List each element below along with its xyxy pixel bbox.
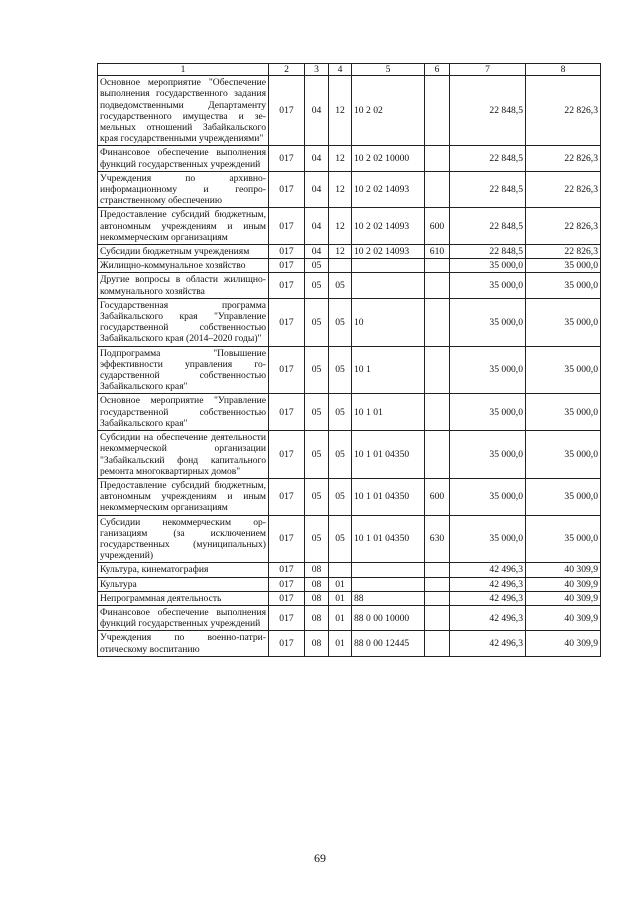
table-row — [98, 431, 601, 479]
target-article-cell — [352, 259, 425, 273]
subsection-code-cell: 01 — [329, 577, 352, 591]
admin-code-cell: 017 — [269, 577, 305, 591]
amount-year-2-cell: 35 000,0 — [526, 394, 601, 431]
target-article-cell: 10 — [352, 298, 425, 346]
row-name-cell: Субсидии бюджетным учреждениям — [98, 245, 269, 259]
expense-type-cell — [425, 431, 450, 479]
subsection-code-cell: 05 — [329, 478, 352, 515]
amount-year-2-cell: 35 000,0 — [526, 298, 601, 346]
subsection-code-cell: 12 — [329, 245, 352, 259]
column-header-3: 3 — [305, 64, 329, 76]
expense-type-cell — [425, 591, 450, 605]
amount-year-2-cell: 22 826,3 — [526, 76, 601, 146]
target-article-cell: 10 1 01 — [352, 394, 425, 431]
subsection-code-cell: 05 — [329, 346, 352, 394]
amount-year-1-cell: 35 000,0 — [450, 298, 526, 346]
budget-table — [97, 63, 601, 657]
admin-code-cell: 017 — [269, 515, 305, 563]
row-name-cell: Субсидии на обеспечение деятельности некоммерческой организации "Забайкальский фонд капитального ремонта многоквартирных домов" — [98, 431, 269, 479]
column-header-2: 2 — [269, 64, 305, 76]
target-article-cell: 88 — [352, 591, 425, 605]
column-header-7: 7 — [450, 64, 526, 76]
subsection-code-cell: 01 — [329, 631, 352, 656]
table-row — [98, 478, 601, 515]
column-header-5: 5 — [352, 64, 425, 76]
table-row — [98, 346, 601, 394]
subsection-code-cell — [329, 259, 352, 273]
table-row — [98, 208, 601, 245]
amount-year-2-cell: 35 000,0 — [526, 431, 601, 479]
section-code-cell: 05 — [305, 273, 329, 298]
section-code-cell: 05 — [305, 431, 329, 479]
row-name-cell: Учреждения по архивно-информационному и геопространственному обеспечению — [98, 171, 269, 208]
expense-type-cell — [425, 631, 450, 656]
expense-type-cell — [425, 605, 450, 630]
target-article-cell: 10 1 01 04350 — [352, 431, 425, 479]
subsection-code-cell: 05 — [329, 431, 352, 479]
amount-year-1-cell: 42 496,3 — [450, 563, 526, 577]
admin-code-cell: 017 — [269, 273, 305, 298]
admin-code-cell: 017 — [269, 76, 305, 146]
admin-code-cell: 017 — [269, 208, 305, 245]
target-article-cell — [352, 273, 425, 298]
amount-year-1-cell: 35 000,0 — [450, 515, 526, 563]
row-name-cell: Подпрограмма "Повышение эффективности управления государственной собственностью Забайкальского края" — [98, 346, 269, 394]
target-article-cell: 10 2 02 14093 — [352, 171, 425, 208]
expense-type-cell — [425, 298, 450, 346]
table-row — [98, 171, 601, 208]
expense-type-cell — [425, 259, 450, 273]
table-row — [98, 577, 601, 591]
target-article-cell: 10 2 02 — [352, 76, 425, 146]
column-header-8: 8 — [526, 64, 601, 76]
table-row — [98, 563, 601, 577]
row-name-cell: Основное мероприятие "Управление государственной собственностью Забайкальского края" — [98, 394, 269, 431]
admin-code-cell: 017 — [269, 245, 305, 259]
header-row — [98, 64, 601, 76]
section-code-cell: 04 — [305, 171, 329, 208]
table-row — [98, 298, 601, 346]
section-code-cell: 05 — [305, 346, 329, 394]
amount-year-1-cell: 22 848,5 — [450, 245, 526, 259]
amount-year-2-cell: 40 309,9 — [526, 591, 601, 605]
amount-year-2-cell: 35 000,0 — [526, 273, 601, 298]
amount-year-1-cell: 22 848,5 — [450, 171, 526, 208]
expense-type-cell: 600 — [425, 478, 450, 515]
row-name-cell: Предоставление субсидий бюджетным, автономным учреждениям и иным некоммерческим организациям — [98, 208, 269, 245]
subsection-code-cell — [329, 563, 352, 577]
row-name-cell: Государственная программа Забайкальского края "Управление государственной собственностью Забайкальского края (2014–2020 годы)" — [98, 298, 269, 346]
page-number: 69 — [314, 851, 326, 865]
column-header-4: 4 — [329, 64, 352, 76]
row-name-cell: Основное мероприятие "Обеспечение выполнения государственного задания подведомственными Департаменту государственного имущества и земельных отношений Забайкальского края государственными учреждениями" — [98, 76, 269, 146]
table-row — [98, 605, 601, 630]
table-row — [98, 591, 601, 605]
subsection-code-cell: 12 — [329, 171, 352, 208]
admin-code-cell: 017 — [269, 259, 305, 273]
row-name-cell: Жилищно-коммунальное хозяйство — [98, 259, 269, 273]
target-article-cell: 10 2 02 14093 — [352, 208, 425, 245]
amount-year-1-cell: 42 496,3 — [450, 591, 526, 605]
table-row — [98, 76, 601, 146]
expense-type-cell — [425, 577, 450, 591]
admin-code-cell: 017 — [269, 605, 305, 630]
table-row — [98, 146, 601, 171]
target-article-cell: 10 2 02 14093 — [352, 245, 425, 259]
subsection-code-cell: 01 — [329, 605, 352, 630]
row-name-cell: Другие вопросы в области жилищно-коммунального хозяйства — [98, 273, 269, 298]
amount-year-2-cell: 22 826,3 — [526, 171, 601, 208]
table-row — [98, 394, 601, 431]
table-body — [98, 76, 601, 657]
subsection-code-cell: 12 — [329, 146, 352, 171]
amount-year-1-cell: 35 000,0 — [450, 273, 526, 298]
subsection-code-cell: 05 — [329, 273, 352, 298]
row-name-cell: Культура — [98, 577, 269, 591]
subsection-code-cell: 12 — [329, 76, 352, 146]
admin-code-cell: 017 — [269, 171, 305, 208]
section-code-cell: 04 — [305, 245, 329, 259]
subsection-code-cell: 12 — [329, 208, 352, 245]
expense-type-cell — [425, 394, 450, 431]
section-code-cell: 08 — [305, 631, 329, 656]
admin-code-cell: 017 — [269, 298, 305, 346]
amount-year-2-cell: 40 309,9 — [526, 605, 601, 630]
amount-year-2-cell: 22 826,3 — [526, 146, 601, 171]
subsection-code-cell: 05 — [329, 394, 352, 431]
section-code-cell: 04 — [305, 208, 329, 245]
amount-year-1-cell: 22 848,5 — [450, 146, 526, 171]
amount-year-1-cell: 42 496,3 — [450, 605, 526, 630]
row-name-cell: Финансовое обеспечение выполнения функций государственных учреждений — [98, 146, 269, 171]
column-header-6: 6 — [425, 64, 450, 76]
amount-year-1-cell: 35 000,0 — [450, 259, 526, 273]
subsection-code-cell: 05 — [329, 515, 352, 563]
amount-year-1-cell: 22 848,5 — [450, 208, 526, 245]
section-code-cell: 04 — [305, 76, 329, 146]
section-code-cell: 05 — [305, 478, 329, 515]
expense-type-cell — [425, 146, 450, 171]
amount-year-2-cell: 40 309,9 — [526, 563, 601, 577]
admin-code-cell: 017 — [269, 346, 305, 394]
subsection-code-cell: 05 — [329, 298, 352, 346]
column-header-1: 1 — [98, 64, 269, 76]
amount-year-1-cell: 35 000,0 — [450, 394, 526, 431]
row-name-cell: Субсидии некоммерческим организациям (за исключением государственных (муниципальных) учреждений) — [98, 515, 269, 563]
target-article-cell: 10 2 02 10000 — [352, 146, 425, 171]
table-row — [98, 631, 601, 656]
amount-year-2-cell: 35 000,0 — [526, 346, 601, 394]
expense-type-cell: 610 — [425, 245, 450, 259]
row-name-cell: Учреждения по военно-патриотическому воспитанию — [98, 631, 269, 656]
row-name-cell: Предоставление субсидий бюджетным, автономным учреждениям и иным некоммерческим организациям — [98, 478, 269, 515]
table-row — [98, 245, 601, 259]
row-name-cell: Финансовое обеспечение выполнения функций государственных учреждений — [98, 605, 269, 630]
target-article-cell: 10 1 01 04350 — [352, 515, 425, 563]
section-code-cell: 08 — [305, 605, 329, 630]
amount-year-1-cell: 42 496,3 — [450, 631, 526, 656]
amount-year-1-cell: 35 000,0 — [450, 346, 526, 394]
amount-year-1-cell: 22 848,5 — [450, 76, 526, 146]
target-article-cell — [352, 563, 425, 577]
target-article-cell — [352, 577, 425, 591]
admin-code-cell: 017 — [269, 394, 305, 431]
section-code-cell: 08 — [305, 563, 329, 577]
table-row — [98, 259, 601, 273]
section-code-cell: 08 — [305, 591, 329, 605]
expense-type-cell — [425, 171, 450, 208]
section-code-cell: 08 — [305, 577, 329, 591]
expense-type-cell — [425, 563, 450, 577]
amount-year-1-cell: 35 000,0 — [450, 478, 526, 515]
target-article-cell: 88 0 00 10000 — [352, 605, 425, 630]
expense-type-cell: 600 — [425, 208, 450, 245]
amount-year-2-cell: 40 309,9 — [526, 631, 601, 656]
section-code-cell: 05 — [305, 394, 329, 431]
amount-year-2-cell: 40 309,9 — [526, 577, 601, 591]
admin-code-cell: 017 — [269, 591, 305, 605]
expense-type-cell — [425, 76, 450, 146]
section-code-cell: 04 — [305, 146, 329, 171]
amount-year-2-cell: 35 000,0 — [526, 515, 601, 563]
table-row — [98, 515, 601, 563]
subsection-code-cell: 01 — [329, 591, 352, 605]
amount-year-2-cell: 35 000,0 — [526, 259, 601, 273]
row-name-cell: Культура, кинематография — [98, 563, 269, 577]
expense-type-cell — [425, 273, 450, 298]
section-code-cell: 05 — [305, 259, 329, 273]
amount-year-2-cell: 22 826,3 — [526, 245, 601, 259]
admin-code-cell: 017 — [269, 431, 305, 479]
admin-code-cell: 017 — [269, 631, 305, 656]
section-code-cell: 05 — [305, 515, 329, 563]
expense-type-cell: 630 — [425, 515, 450, 563]
amount-year-1-cell: 35 000,0 — [450, 431, 526, 479]
admin-code-cell: 017 — [269, 146, 305, 171]
target-article-cell: 10 1 01 04350 — [352, 478, 425, 515]
amount-year-1-cell: 42 496,3 — [450, 577, 526, 591]
table-row — [98, 273, 601, 298]
section-code-cell: 05 — [305, 298, 329, 346]
expense-type-cell — [425, 346, 450, 394]
amount-year-2-cell: 22 826,3 — [526, 208, 601, 245]
target-article-cell: 10 1 — [352, 346, 425, 394]
admin-code-cell: 017 — [269, 563, 305, 577]
row-name-cell: Непрограммная деятельность — [98, 591, 269, 605]
admin-code-cell: 017 — [269, 478, 305, 515]
amount-year-2-cell: 35 000,0 — [526, 478, 601, 515]
target-article-cell: 88 0 00 12445 — [352, 631, 425, 656]
